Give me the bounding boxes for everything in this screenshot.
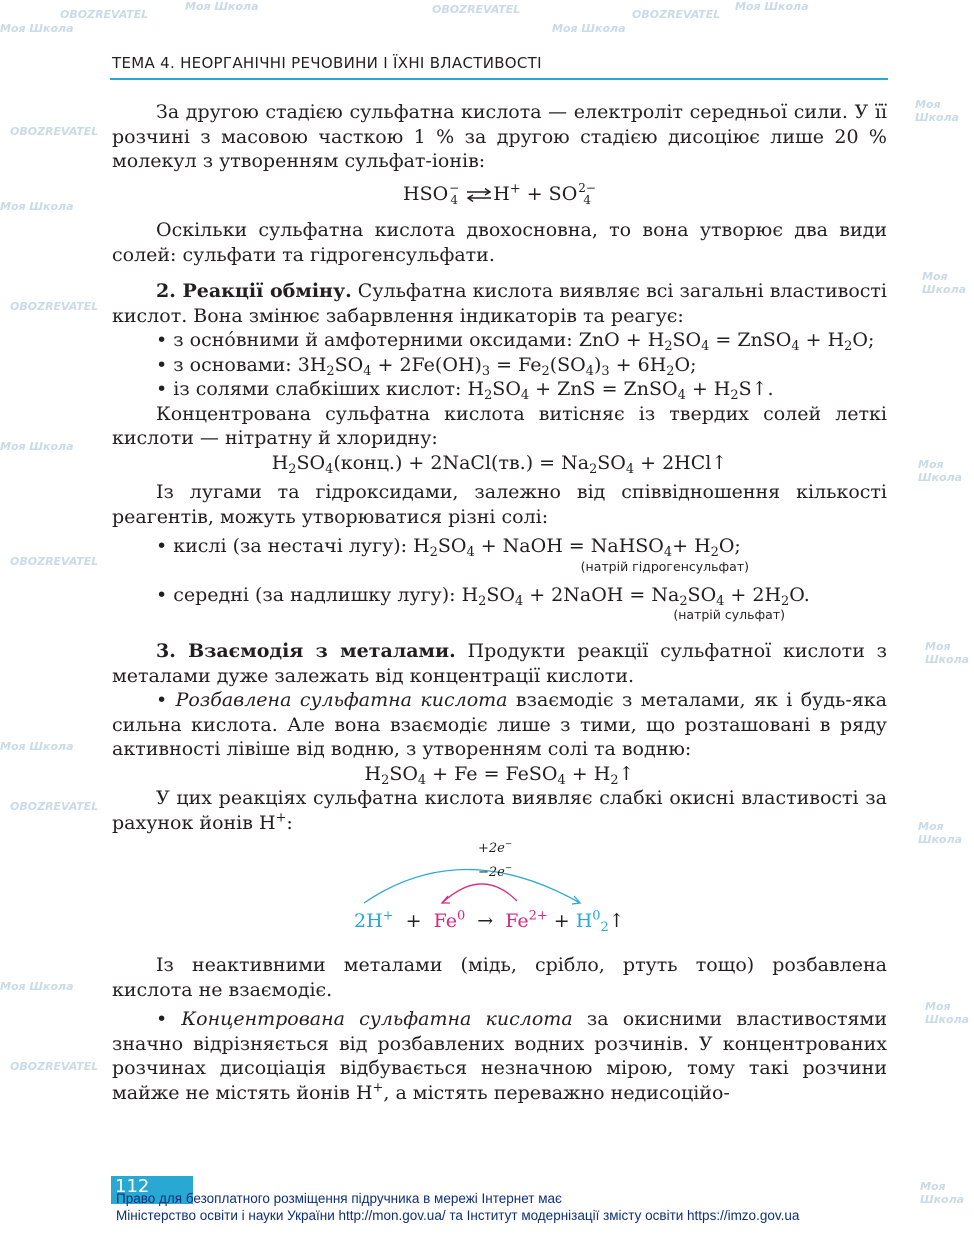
- footer-license: [116, 1190, 799, 1224]
- watermark: OBOZREVATEL: [10, 800, 99, 813]
- redox-diagram: [112, 841, 887, 953]
- redox-equation: $2H^+ + Fe^0 \to Fe^{2+}$ + $H^0_2↑$: [354, 908, 625, 935]
- running-header: ТЕМА 4. НЕОРГАНІЧНІ РЕЧОВИНИ І ЇХНІ ВЛАСТИВОСТІ: [112, 54, 542, 72]
- page-number: 112: [111, 1176, 193, 1204]
- equation-nacl: $H_2SO_4(конц.)$ + 2NaCl(тв.) = $Na_2SO_4$ + 2HCl↑: [271, 451, 728, 477]
- concentrated-acid-text: за окисними властивостями значно відрізняється від розбавлених водних розчинів. У концентрованих розчинах дисоціація відбувається незначною мірою, тому такі розчини майже не містять йонів H: [112, 1008, 887, 1104]
- paragraph-dilute-acid: • Розбавлена сульфатна кислота взаємодіє з металами, як і будь-яка сильна кислота. Але вона взаємодіє лише з тими, що розташовані в ряду активності лівіше від водню, з утворенням солі та водню:: [112, 689, 888, 760]
- watermark: Моя Школа: [918, 458, 963, 484]
- footer-line-2: Міністерство освіти і науки України http://mon.gov.ua/ та Інститут модернізації змісту освіти https://imzo.gov.ua: [116, 1208, 800, 1223]
- page-content: [112, 100, 887, 1105]
- equation-fe: $H_2SO_4 + Fe$ = FeSO$_4$ + $H_2↑$: [364, 762, 635, 788]
- watermark: Моя Школа: [922, 270, 967, 296]
- watermark: OBOZREVATEL: [10, 300, 99, 313]
- weak-oxidizing-text: У цих реакціях сульфатна кислота виявляє слабкі окисні властивості за рахунок йонів H: [112, 787, 887, 834]
- bullet-acid-salts-label: • кислі (за нестачі лугу):: [156, 535, 414, 557]
- watermark: Моя Школа: [0, 440, 74, 453]
- watermark: Моя Школа: [0, 740, 74, 753]
- watermark: OBOZREVATEL: [10, 125, 99, 138]
- paragraph-metals: [112, 639, 887, 688]
- bullet-oxides: • з осно́вними й амфотерними оксидами: ZnO + $H_2SO_4$ = ZnSO$_4$ + $H_2O$;: [156, 329, 875, 354]
- paragraph-alkalis: Із лугами та гідроксидами, залежно від співвідношення кількості реагентів, можуть утворюватися різні солі:: [112, 481, 887, 528]
- paragraph-inactive-metals: Із неактивними металами (мідь, срібло, ртуть тощо) розбавлена кислота не взаємодіє.: [112, 954, 887, 1001]
- paragraph-concentrated-displaces: Концентрована сульфатна кислота витісняє із твердих солей леткі кислоти — нітратну й хлоридну:: [112, 402, 887, 449]
- bullet-bases: • з основами: $3H_2SO_4 + 2Fe(OH)_3 = Fe_2(SO_4)_3 + 6H_2O$;: [156, 353, 697, 379]
- watermark: OBOZREVATEL: [10, 1060, 99, 1073]
- paragraph-concentrated-acid: • Концентрована сульфатна кислота за окисними властивостями значно відрізняється від розбавлених водних розчинів. У концентрованих розчинах дисоціація відбувається незначною мірою, тому такі розчини майже не містять йонів H+, а містять переважно недисоційо-: [112, 1008, 887, 1104]
- header-divider: [110, 78, 888, 80]
- bullet-bases-label: • з основами:: [156, 353, 298, 376]
- watermark: Моя Школа: [552, 22, 626, 35]
- watermark: OBOZREVATEL: [432, 3, 521, 16]
- watermark: Моя Школа: [0, 200, 74, 213]
- paragraph-exchange: [112, 279, 887, 328]
- bullet-middle-salts-label: • середні (за надлишку лугу):: [156, 583, 462, 606]
- section-title-exchange: 2. Реакції обміну.: [156, 280, 352, 302]
- watermark: Моя Школа: [185, 0, 259, 13]
- watermark: OBOZREVATEL: [60, 8, 149, 21]
- watermark: Моя Школа: [915, 98, 960, 124]
- equilibrium-arrow-icon: [465, 188, 493, 202]
- watermark: Моя Школа: [0, 22, 74, 35]
- equation-hso4-dissociation: HSO − 4 H+ + SO 2− 4: [403, 180, 596, 207]
- watermark: OBOZREVATEL: [10, 555, 99, 568]
- section-title-metals: 3. Взаємодія з металами.: [156, 640, 456, 662]
- bullet-middle-salts: • середні (за надлишку лугу): $H_2SO_4$ + 2NaOH = $Na_2SO_4 + 2H_2O$.: [156, 583, 810, 609]
- watermark: Моя Школа: [925, 1000, 970, 1026]
- watermark: Моя Школа: [735, 0, 809, 13]
- metals-intro: Продукти реакції сульфатної кислоти з металами дуже залежать від концентрації кислоти.: [112, 640, 887, 687]
- dilute-acid-text: взаємодіє з металами, як і будь-яка сильна кислота. Але вона взаємодіє лише з тими, що розташовані в ряду активності лівіше від водню, з утворенням солі та водню:: [112, 689, 888, 760]
- bullet-oxides-label: • з осно́вними й амфотерними оксидами:: [156, 329, 579, 351]
- label-plus-2e: +2e−: [478, 839, 513, 856]
- paragraph-second-stage: За другою стадією сульфатна кислота — електроліт середньої сили. У її розчині з масовою часткою 1 % за другою стадією дисоціює лише 20 % молекул з утворенням сульфат-іонів:: [112, 101, 887, 172]
- electron-transfer-arrows: [342, 841, 582, 911]
- footer-line-1: Право для безоплатного розміщення підручника в мережі Інтернет має: [116, 1191, 562, 1206]
- label-minus-2e: −2e−: [478, 863, 513, 880]
- term-concentrated-acid: Концентрована сульфатна кислота: [181, 1008, 573, 1030]
- term-dilute-acid: Розбавлена сульфатна кислота: [175, 689, 508, 711]
- bullet-acid-salts: • кислі (за нестачі лугу): $H_2SO_4$ + NaOH = NaHSO$_4$+ $H_2O$;: [156, 535, 741, 560]
- bullet-salts: • із солями слабкіших кислот: $H_2SO_4$ + ZnS = ZnSO$_4$ + $H_2S↑$.: [156, 378, 774, 403]
- concentrated-acid-text-end: , а містять переважно недисоційо-: [383, 1081, 730, 1104]
- watermark: Моя Школа: [0, 980, 74, 993]
- watermark: OBOZREVATEL: [632, 8, 721, 21]
- watermark: Моя Школа: [918, 820, 963, 846]
- watermark: Моя Школа: [920, 1180, 965, 1206]
- paragraph-weak-oxidizing: У цих реакціях сульфатна кислота виявляє слабкі окисні властивості за рахунок йонів H+:: [112, 787, 887, 834]
- bullet-salts-label: • із солями слабкіших кислот:: [156, 378, 468, 400]
- note-hydrogensulfate: (натрій гідрогенсульфат): [580, 558, 749, 574]
- watermark: Моя Школа: [925, 640, 970, 666]
- note-sulfate: (натрій сульфат): [673, 607, 785, 622]
- exchange-intro: Сульфатна кислота виявляє всі загальні властивості кислот. Вона змінює забарвлення індикаторів та реагує:: [112, 280, 887, 327]
- paragraph-two-salts: Оскільки сульфатна кислота двохосновна, то вона утворює два види солей: сульфати та гідрогенсульфати.: [112, 219, 887, 266]
